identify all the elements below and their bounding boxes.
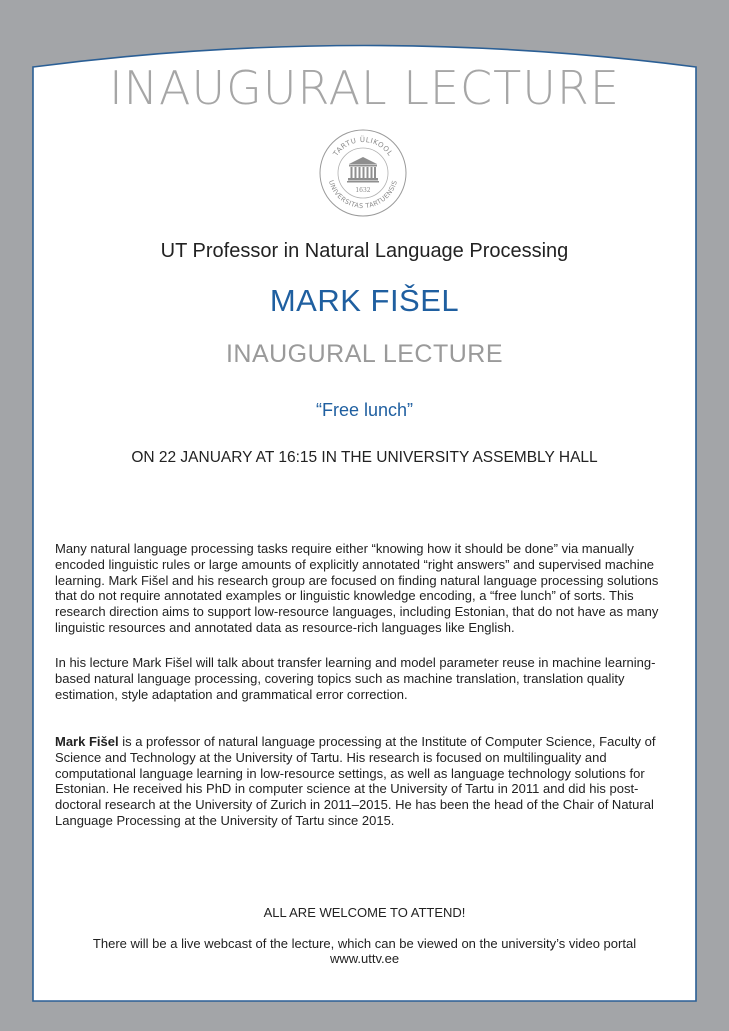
description-paragraph-2: In his lecture Mark Fišel will talk about transfer learning and model parameter reuse in machine learning-based natural language processing, covering topics such as machine translation, translation quality estimation, style adaptation and grammatical error correction. bbox=[55, 655, 656, 702]
event-info: ON 22 JANUARY AT 16:15 IN THE UNIVERSITY ASSEMBLY HALL bbox=[131, 449, 598, 466]
lecture-label: INAUGURAL LECTURE bbox=[225, 340, 504, 368]
bio-text: is a professor of natural language processing at the Institute of Computer Science, Faculty of Science and Technology at the University of Tartu. His research is focused on multilinguality and computational language learning in low-resource settings, as well as language technology solutions for Estonian. He received his PhD in computer science at the University of Tartu in 2011 and did his post-doctoral research at the University of Zurich in 2011–2015. He has been the head of the Chair of Natural Language Processing at the University of Tartu since 2015. bbox=[55, 734, 656, 828]
webcast-url-link[interactable]: www.uttv.ee bbox=[329, 951, 400, 966]
speaker-name: MARK FIŠEL bbox=[269, 283, 460, 318]
speaker-bio bbox=[55, 734, 673, 829]
bio-speaker-name: Mark Fišel bbox=[55, 734, 119, 749]
building-icon bbox=[347, 157, 379, 183]
welcome-notice: ALL ARE WELCOME TO ATTEND! bbox=[263, 905, 466, 920]
subtitle: UT Professor in Natural Language Processing bbox=[160, 240, 569, 262]
university-seal-icon bbox=[318, 128, 408, 218]
webcast-notice: There will be a live webcast of the lecture, which can be viewed on the university’s video portal bbox=[92, 936, 637, 951]
svg-text:TARTU ÜLIKOOL bbox=[331, 135, 394, 159]
description-paragraph-1: Many natural language processing tasks require either “knowing how it should be done” via manually encoded linguistic rules or large amounts of explicitly annotated “right answers” and supervised machine learning. Mark Fišel and his research group are focused on finding natural language processing solutions that do not require annotated examples or linguistic knowledge encoding, a “free lunch” of sorts. This research direction aims to support low-resource languages, including Estonian, that do not have as many linguistic resources and annotated data as resource-rich languages like English. bbox=[55, 541, 659, 635]
header-title: INAUGURAL LECTURE bbox=[109, 61, 620, 115]
svg-text:UNIVERSITAS TARTUENSIS bbox=[327, 179, 399, 210]
lecture-title: “Free lunch” bbox=[315, 400, 414, 420]
seal-arc-top: TARTU ÜLIKOOL bbox=[331, 135, 395, 158]
seal-arc-bottom: UNIVERSITAS TARTUENSIS bbox=[326, 179, 400, 211]
seal-year: 1632 bbox=[355, 187, 371, 194]
